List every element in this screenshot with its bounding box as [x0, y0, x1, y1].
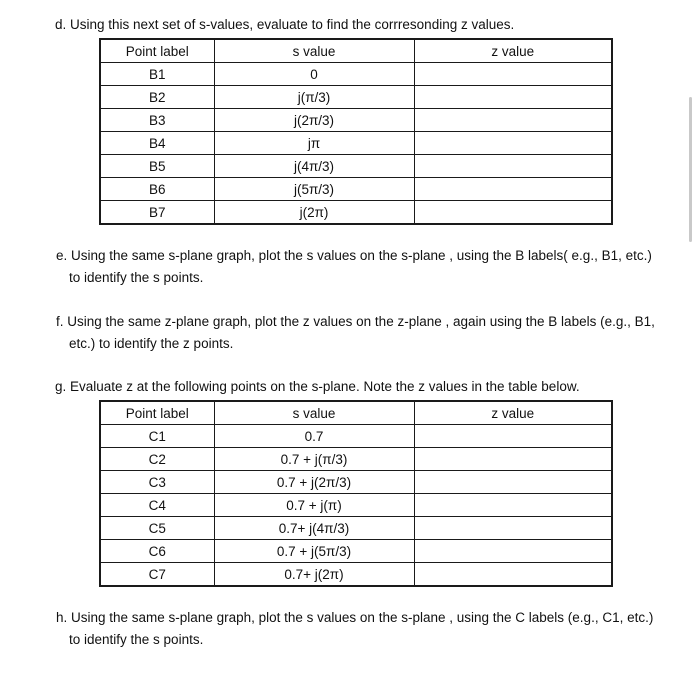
- table-b-header-label: Point label: [100, 39, 214, 63]
- z-value-cell[interactable]: [414, 132, 612, 155]
- point-label-cell: C7: [100, 563, 214, 587]
- table-row: [100, 471, 612, 494]
- z-value-cell[interactable]: [414, 201, 612, 225]
- point-label-cell: C4: [100, 494, 214, 517]
- s-value-cell: 0.7 + j(π/3): [214, 448, 414, 471]
- s-value-cell: j(4π/3): [214, 155, 414, 178]
- s-value-cell: j(π/3): [214, 86, 414, 109]
- table-row: [100, 494, 612, 517]
- table-c-header-z: z value: [414, 401, 612, 425]
- section-e-text: e. Using the same s-plane graph, plot the s values on the s-plane , using the B labels( e.g., B1, etc.) to identify the s points.: [56, 248, 652, 285]
- table-b: [99, 38, 613, 225]
- point-label-cell: C5: [100, 517, 214, 540]
- s-value-cell: j(2π): [214, 201, 414, 225]
- table-row: [100, 109, 612, 132]
- table-row: [100, 448, 612, 471]
- point-label-cell: B2: [100, 86, 214, 109]
- vertical-scrollbar[interactable]: [689, 97, 692, 242]
- z-value-cell[interactable]: [414, 86, 612, 109]
- table-row: [100, 63, 612, 86]
- table-row: [100, 425, 612, 448]
- table-row: [100, 132, 612, 155]
- table-row: [100, 178, 612, 201]
- z-value-cell[interactable]: [414, 471, 612, 494]
- s-value-cell: 0.7 + j(2π/3): [214, 471, 414, 494]
- point-label-cell: B3: [100, 109, 214, 132]
- s-value-cell: 0.7 + j(5π/3): [214, 540, 414, 563]
- point-label-cell: B1: [100, 63, 214, 86]
- s-value-cell: 0.7+ j(2π): [214, 563, 414, 587]
- z-value-cell[interactable]: [414, 155, 612, 178]
- point-label-cell: B5: [100, 155, 214, 178]
- z-value-cell[interactable]: [414, 448, 612, 471]
- s-value-cell: j(2π/3): [214, 109, 414, 132]
- table-row: [100, 155, 612, 178]
- point-label-cell: C6: [100, 540, 214, 563]
- s-value-cell: 0.7 + j(π): [214, 494, 414, 517]
- section-d-text: d. Using this next set of s-values, evaluate to find the corrresonding z values.: [55, 17, 515, 32]
- point-label-cell: B7: [100, 201, 214, 225]
- s-value-cell: 0.7+ j(4π/3): [214, 517, 414, 540]
- z-value-cell[interactable]: [414, 63, 612, 86]
- table-c-header-s: s value: [214, 401, 414, 425]
- z-value-cell[interactable]: [414, 178, 612, 201]
- point-label-cell: C3: [100, 471, 214, 494]
- point-label-cell: C1: [100, 425, 214, 448]
- table-row: [100, 517, 612, 540]
- table-row: [100, 86, 612, 109]
- section-f-text: f. Using the same z-plane graph, plot the z values on the z-plane , again using the B labels (e.g., B1, etc.) to identify the z points.: [56, 314, 655, 351]
- s-value-cell: 0.7: [214, 425, 414, 448]
- z-value-cell[interactable]: [414, 540, 612, 563]
- s-value-cell: jπ: [214, 132, 414, 155]
- z-value-cell[interactable]: [414, 517, 612, 540]
- z-value-cell[interactable]: [414, 494, 612, 517]
- point-label-cell: C2: [100, 448, 214, 471]
- section-h-text: h. Using the same s-plane graph, plot the s values on the s-plane , using the C labels (e.g., C1, etc.) to identify the s points.: [56, 610, 654, 647]
- section-g-text: g. Evaluate z at the following points on the s-plane. Note the z values in the table below.: [55, 379, 580, 394]
- point-label-cell: B6: [100, 178, 214, 201]
- z-value-cell[interactable]: [414, 563, 612, 587]
- s-value-cell: 0: [214, 63, 414, 86]
- table-b-header-z: z value: [414, 39, 612, 63]
- point-label-cell: B4: [100, 132, 214, 155]
- z-value-cell[interactable]: [414, 425, 612, 448]
- table-b-header-row: [100, 39, 612, 63]
- s-value-cell: j(5π/3): [214, 178, 414, 201]
- z-value-cell[interactable]: [414, 109, 612, 132]
- table-c: [99, 400, 613, 587]
- table-b-header-s: s value: [214, 39, 414, 63]
- table-row: [100, 563, 612, 587]
- table-c-header-row: [100, 401, 612, 425]
- table-row: [100, 540, 612, 563]
- table-c-header-label: Point label: [100, 401, 214, 425]
- table-row: [100, 201, 612, 225]
